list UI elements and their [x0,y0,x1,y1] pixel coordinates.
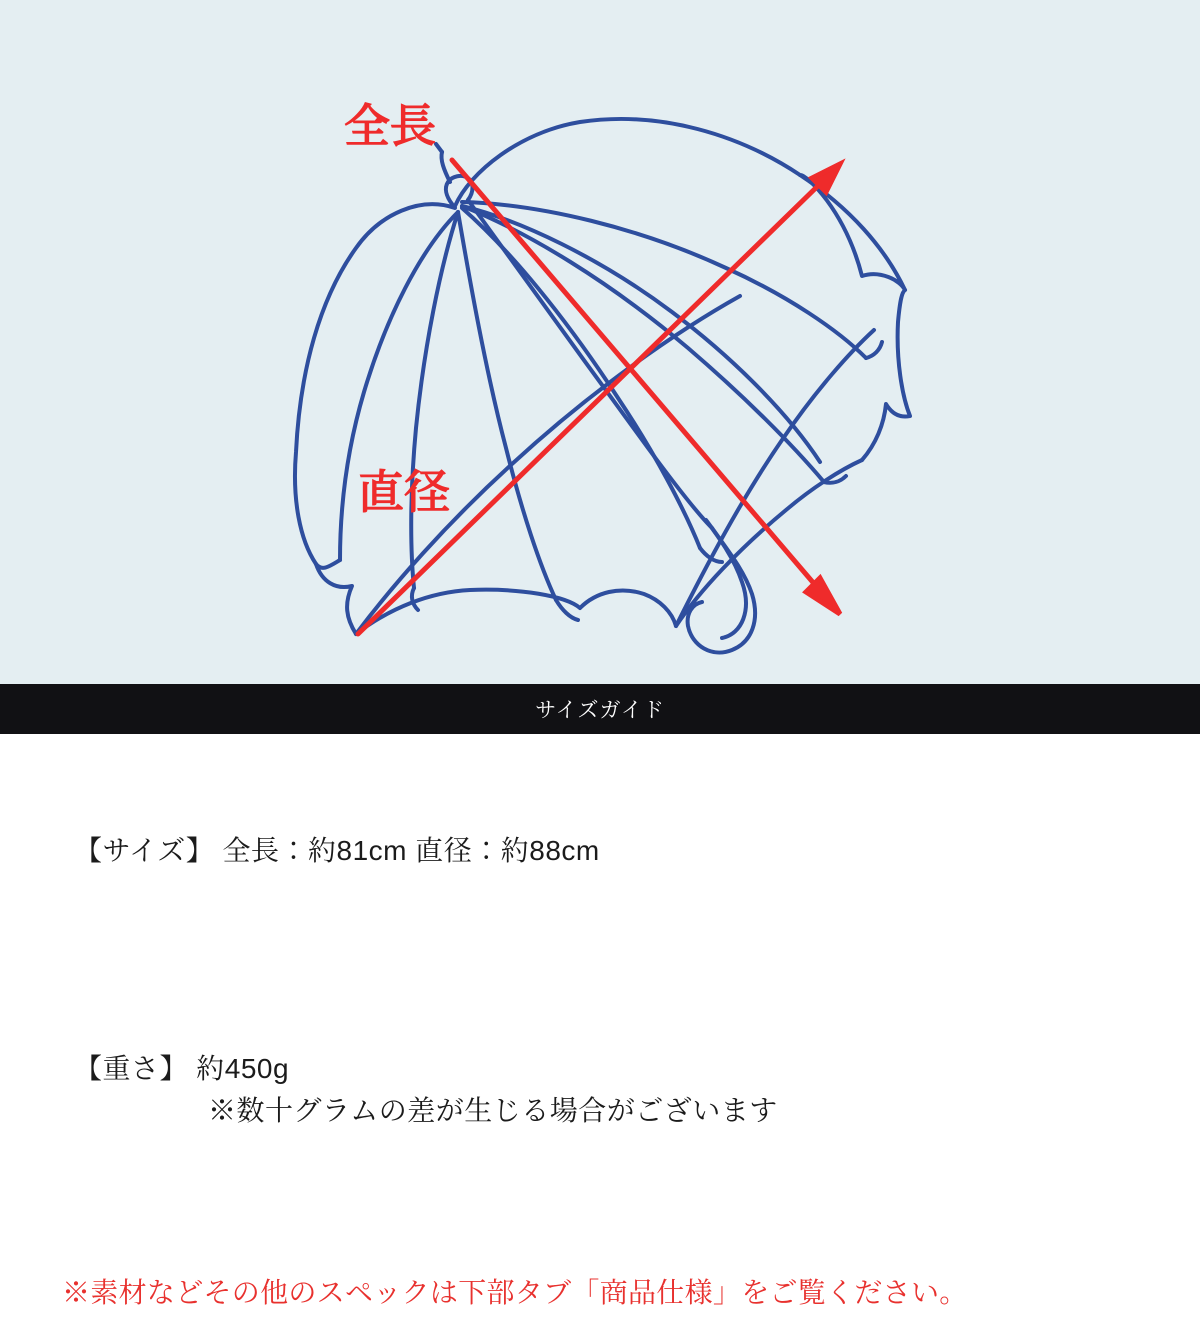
spec-footer-note: ※素材などその他のスペックは下部タブ「商品仕様」をご覧ください。 [62,1277,968,1308]
spec-size-line: 【サイズ】 全長：約81cm 直径：約88cm [74,835,600,866]
length-arrow-icon [452,160,840,614]
spec-weight-line: 【重さ】 約450g [74,1053,290,1084]
label-diameter: 直径 [358,466,450,518]
spacer-2 [0,1132,1200,1272]
spacer-1 [0,872,1200,1048]
label-total-length: 全長 [344,100,436,152]
size-guide-caption-text: サイズガイド [535,699,665,722]
size-guide-caption-bar [0,684,1200,734]
spec-text-area [0,734,1200,1314]
spec-weight-note: ※数十グラムの差が生じる場合がございます [208,1095,778,1126]
